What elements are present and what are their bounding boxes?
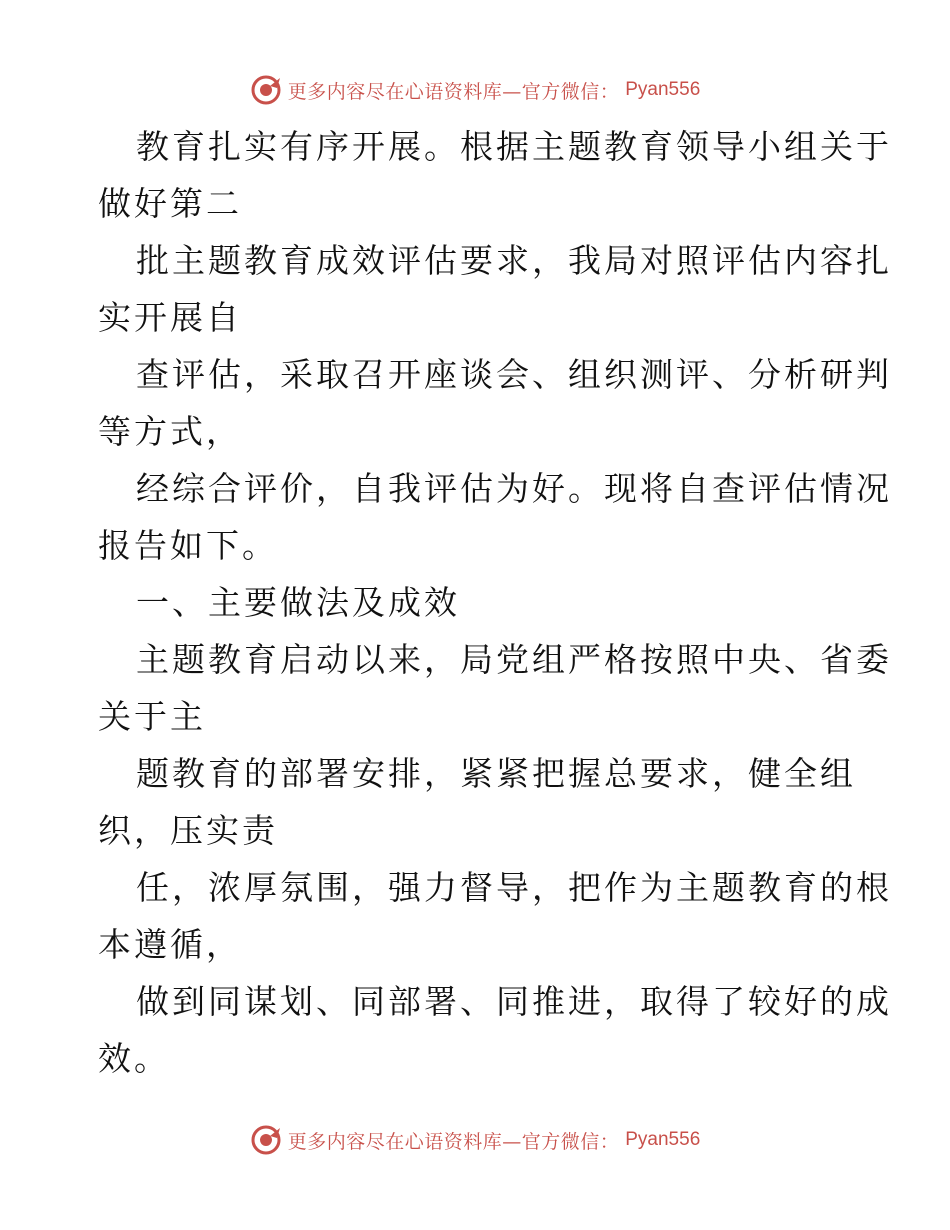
paragraph: 教育扎实有序开展。根据主题教育领导小组关于做好第二 (98, 127, 892, 223)
paragraph: 题教育的部署安排，紧紧把握总要求，健全组织，压实责 (98, 754, 856, 850)
watermark-text: 更多内容尽在心语资料库—官方微信： (287, 1130, 620, 1153)
watermark-wechat-id: Pyan556 (625, 1129, 701, 1150)
paragraph: 经综合评价，自我评估为好。现将自查评估情况报告如下。 (98, 469, 892, 565)
paragraph: 任，浓厚氛围，强力督导，把作为主题教育的根本遵循， (98, 868, 892, 964)
header-watermark (0, 70, 950, 110)
logo-icon (250, 74, 282, 106)
logo-icon (250, 1124, 282, 1156)
watermark-wechat-id: Pyan556 (625, 79, 701, 100)
paragraph: 做到同谋划、同部署、同推进，取得了较好的成效。 (98, 982, 892, 1078)
paragraph: 查评估，采取召开座谈会、组织测评、分析研判等方式， (98, 355, 892, 451)
section-heading: 一、主要做法及成效 (136, 583, 460, 622)
document-body (0, 118, 950, 1087)
paragraph: 批主题教育成效评估要求，我局对照评估内容扎实开展自 (98, 241, 892, 337)
footer-watermark (0, 1120, 950, 1160)
paragraph: 主题教育启动以来，局党组严格按照中央、省委关于主 (98, 640, 892, 736)
watermark-text: 更多内容尽在心语资料库—官方微信： (287, 80, 620, 103)
